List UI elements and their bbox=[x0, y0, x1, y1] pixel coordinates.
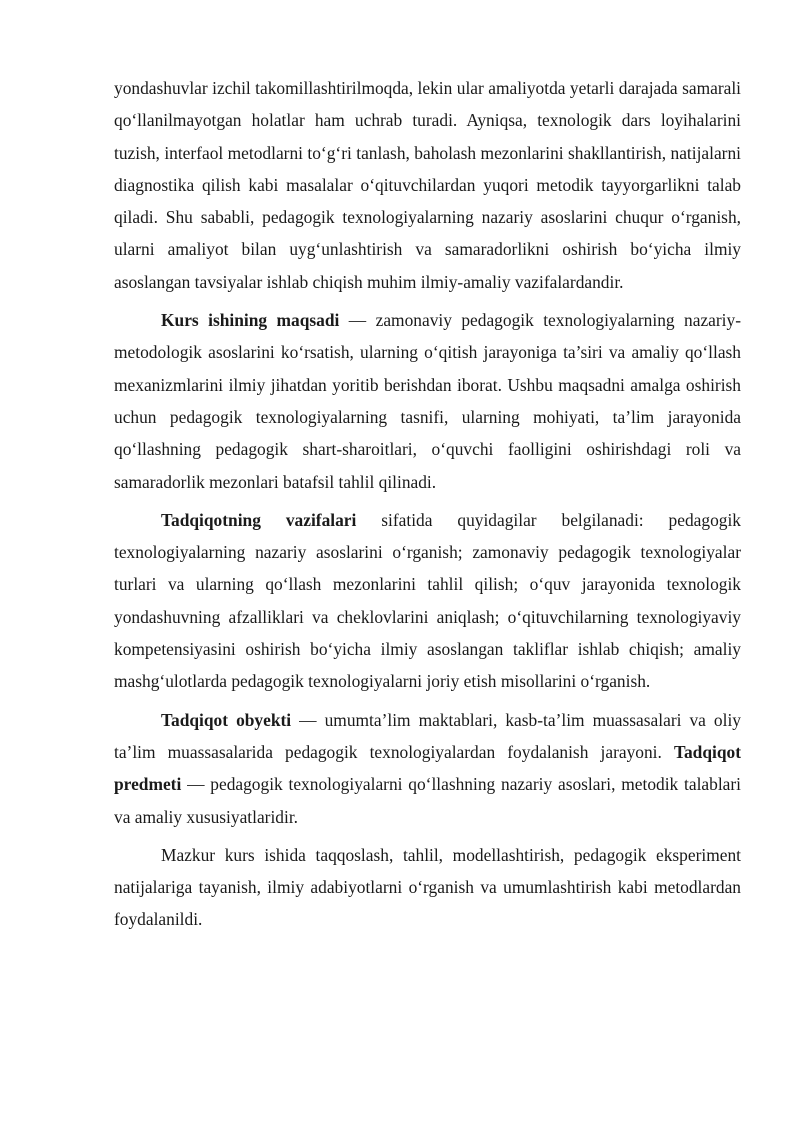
research-subject-heading: Tadqiqot predmeti bbox=[114, 741, 741, 795]
research-subject-text: — pedagogik texnologiyalarni qo‘llashning nazariy asoslari, metodik talablari va amaliy xususiyatlaridir. bbox=[114, 774, 741, 827]
paragraph-course-goal bbox=[114, 304, 741, 498]
research-object-text: — umumta’lim maktablari, kasb-ta’lim muassasalari va oliy ta’lim muassasalarida pedagogik texnologiyalardan foydalanish jarayoni. bbox=[114, 709, 741, 762]
paragraph-research-tasks bbox=[114, 504, 741, 698]
paragraph-methods bbox=[114, 839, 741, 936]
research-tasks-text: sifatida quyidagilar belgilanadi: pedagogik texnologiyalarning nazariy asoslarini o‘rganish; zamonaviy pedagogik texnologiyalar turlari va ularning qo‘llash mezonlarini tahlil qilish; o‘quv jarayonida texnologik yondashuvning afzalliklari va cheklovlarini aniqlash; o‘qituvchilarning texnologiyaviy kompetensiyasini oshirish bo‘yicha ilmiy asoslangan takliflar ishlab chiqish; amaliy mashg‘ulotlarda pedagogik texnologiyalarni joriy etish misollarini o‘rganish. bbox=[114, 509, 741, 692]
research-tasks-heading: Tadqiqotning vazifalari bbox=[161, 509, 357, 530]
paragraph-methods-text: Mazkur kurs ishida taqqoslash, tahlil, modellashtirish, pedagogik eksperiment natijalariga tayanish, ilmiy adabiyotlarni o‘rganish va umumlashtirish kabi metodlardan foydalanildi. bbox=[114, 844, 741, 930]
paragraph-intro-text: yondashuvlar izchil takomillashtirilmoqda, lekin ular amaliyotda yetarli darajada samarali qo‘llanilmayotgan holatlar ham uchrab turadi. Ayniqsa, texnologik dars loyihalarini tuzish, interfaol metodlarni to‘g‘ri tanlash, baholash mezonlarini shakllantirish, natijalarni diagnostika qilish kabi masalalar o‘qituvchilardan yuqori metodik tayyorgarlikni talab qiladi. Shu sababli, pedagogik texnologiyalarning nazariy asoslarini chuqur o‘rganish, ularni amaliyot bilan uyg‘unlashtirish va samaradorlikni oshirish bo‘yicha ilmiy asoslangan tavsiyalar ishlab chiqish muhim ilmiy-amaliy vazifalardandir. bbox=[114, 78, 741, 292]
research-object-heading: Tadqiqot obyekti bbox=[161, 709, 292, 730]
course-goal-text: — zamonaviy pedagogik texnologiyalarning nazariy-metodologik asoslarini ko‘rsatish, ularning o‘qitish jarayoniga ta’siri va amaliy qo‘llash mexanizmlarini ilmiy jihatdan yoritib berishdan iborat. Ushbu maqsadni amalga oshirish uchun pedagogik texnologiyalarning tasnifi, ularning mohiyati, ta’lim jarayonida qo‘llashning pedagogik shart-sharoitlari, o‘quvchi faolligini oshirishdagi roli va samaradorlik mezonlari batafsil tahlil qilinadi. bbox=[114, 310, 741, 492]
course-goal-heading: Kurs ishining maqsadi bbox=[161, 310, 340, 331]
paragraph-intro bbox=[114, 72, 741, 298]
paragraph-research-object bbox=[114, 704, 741, 833]
document-page bbox=[114, 72, 741, 942]
